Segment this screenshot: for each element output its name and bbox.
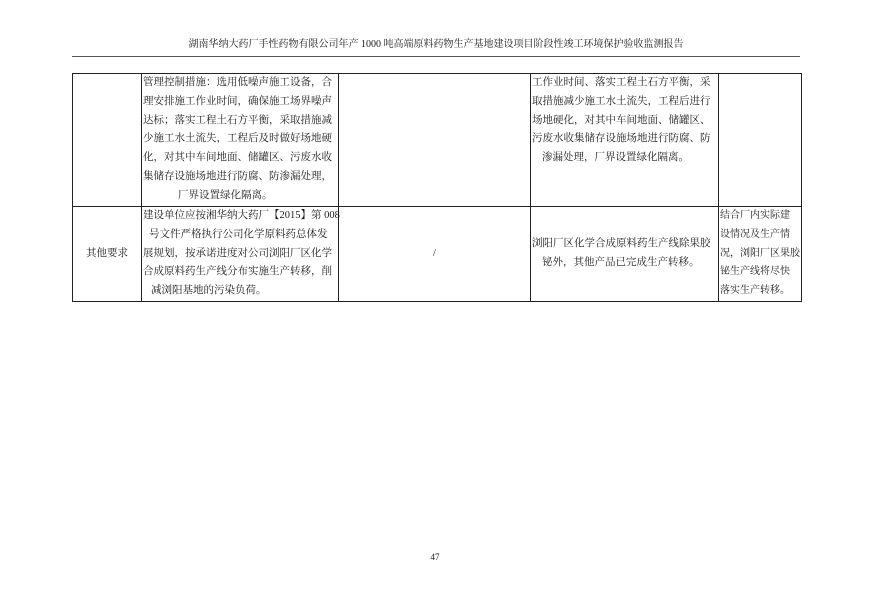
table-cell-implementation <box>531 74 719 207</box>
page-header <box>72 38 800 57</box>
cell-line: 达标；落实工程土石方平衡，采取措施减 <box>143 114 332 126</box>
table-cell-approval <box>339 207 531 302</box>
table-cell-approval <box>339 74 531 207</box>
report-title: 湖南华纳大药厂手性药物有限公司年产 1000 吨高端原料药物生产基地建设项目阶段性竣工环境保护验收监测报告 <box>188 39 684 50</box>
cell-line: 渗漏处理，厂界设置绿化隔离。 <box>542 152 689 164</box>
cell-line: 铋外，其他产品已完成生产转移。 <box>542 256 700 268</box>
table-cell-requirement <box>142 74 339 207</box>
cell-line: 落实生产转移。 <box>720 285 790 297</box>
cell-line: 况，浏阳厂区果胶 <box>720 247 800 259</box>
cell-line: 厂界设置绿化隔离。 <box>178 189 273 201</box>
table-cell-implementation <box>531 207 719 302</box>
cell-line: 场地硬化，对其中车间地面、储罐区、 <box>532 114 711 126</box>
table-row <box>73 207 802 302</box>
cell-line: 减浏阳基地的污染负荷。 <box>151 285 267 297</box>
cell-line: 理安排施工作业时间，确保施工场界噪声 <box>143 95 332 107</box>
cell-line: 合成原料药生产线分布实施生产转移，削 <box>143 266 332 278</box>
cell-line: 取措施减少施工水土流失，工程后进行 <box>532 95 711 107</box>
cell-line: / <box>433 247 436 259</box>
cell-line: 集储存设施场地进行防腐、防渗漏处理， <box>143 170 332 182</box>
cell-line: 浏阳厂区化学合成原料药生产线除果胶 <box>532 238 711 250</box>
report-table <box>72 73 802 302</box>
cell-line: 管理控制措施：选用低噪声施工设备，合 <box>143 77 332 88</box>
table-cell-requirement <box>142 207 339 302</box>
cell-line: 设情况及生产情 <box>720 228 790 240</box>
cell-line: 工作业时间、落实工程土石方平衡，采 <box>532 77 711 88</box>
cell-line: 铋生产线将尽快 <box>720 266 790 278</box>
cell-line: 号文件严格执行公司化学原料药总体发 <box>149 228 328 240</box>
table-cell-item <box>73 207 142 302</box>
cell-line: 化，对其中车间地面、储罐区、污废水收 <box>143 152 332 164</box>
table-cell-remark <box>719 74 802 207</box>
table-cell-remark <box>719 207 802 302</box>
table-row <box>73 74 802 207</box>
table-cell-item <box>73 74 142 207</box>
cell-line: 污废水收集储存设施场地进行防腐、防 <box>532 133 711 145</box>
cell-line: 建设单位应按湘华纳大药厂【2015】第 008 <box>143 210 340 221</box>
page-number: 47 <box>430 552 440 562</box>
cell-line: 少施工水土流失，工程后及时做好场地硬 <box>143 133 332 145</box>
cell-line: 结合厂内实际建 <box>720 210 790 221</box>
cell-line: 展规划，按承诺进度对公司浏阳厂区化学 <box>143 247 332 259</box>
cell-line: 其他要求 <box>86 247 128 259</box>
